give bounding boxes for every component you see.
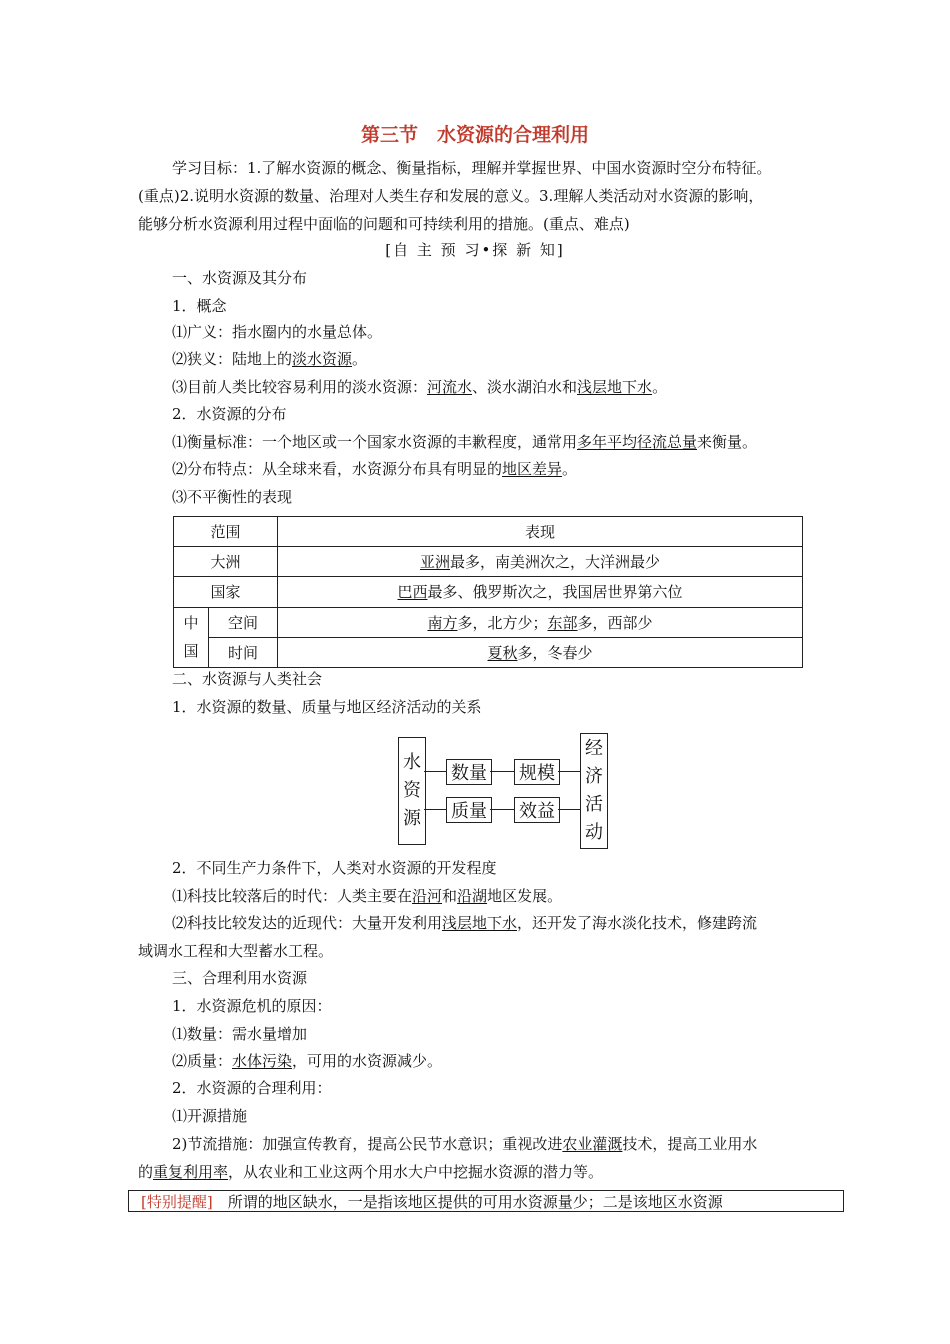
table-row-country-value: 巴西最多、俄罗斯次之，我国居世界第六位 [278, 577, 803, 607]
s3-item-2b: 2)节流措施：加强宣传教育，提高公民节水意识；重视改进农业灌溉技术，提高工业用水 [172, 1135, 758, 1153]
diagram-connector [558, 771, 580, 772]
diagram-connector [490, 771, 514, 772]
s2-item-2b-cont: 域调水工程和大型蓄水工程。 [138, 942, 334, 960]
table-row-continent-value: 亚洲最多，南美洲次之，大洋洲最少 [278, 547, 803, 577]
s2-item-2: 2．不同生产力条件下，人类对水资源的开发程度 [172, 859, 497, 877]
table-row-time-label: 时间 [209, 637, 278, 667]
diagram-benefit: 效益 [514, 797, 560, 823]
diagram-quality: 质量 [446, 797, 492, 823]
s3-item-2: 2．水资源的合理利用： [172, 1079, 332, 1097]
s3-item-2a: ⑴开源措施 [172, 1107, 248, 1125]
s1-item-1: 1．概念 [172, 297, 227, 315]
s1-item-1a: ⑴广义：指水圈内的水量总体。 [172, 323, 383, 341]
s1-item-1b: ⑵狭义：陆地上的淡水资源。 [172, 350, 368, 368]
objectives-line-1: 学习目标：1.了解水资源的概念、衡量指标，理解并掌握世界、中国水资源时空分布特征。 [172, 159, 772, 177]
page-title: 第三节 水资源的合理利用 [360, 124, 589, 146]
s3-item-2b-cont: 的重复利用率，从农业和工业这两个用水大户中挖掘水资源的潜力等。 [138, 1163, 604, 1181]
special-reminder-tag: [特别提醒] [141, 1193, 213, 1211]
diagram-economic-activity: 经 济 活 动 [580, 733, 608, 849]
diagram-connector [424, 771, 446, 772]
objectives-line-2: (重点)2.说明水资源的数量、治理对人类生存和发展的意义。3.理解人类活动对水资源的影响， [138, 187, 764, 205]
table-header-range: 范围 [174, 517, 278, 547]
s3-item-1b: ⑵质量：水体污染，可用的水资源减少。 [172, 1052, 443, 1070]
s3-item-1: 1．水资源危机的原因： [172, 997, 332, 1015]
table-row-space-label: 空间 [209, 607, 278, 637]
section-3-heading: 三、合理利用水资源 [172, 969, 308, 987]
s1-item-1c: ⑶目前人类比较容易利用的淡水资源：河流水、淡水湖泊水和浅层地下水。 [172, 378, 668, 396]
special-reminder-text: 所谓的地区缺水，一是指该地区提供的可用水资源量少；二是该地区水资源 [212, 1193, 723, 1211]
section-banner: [自 主 预 习•探 新 知] [385, 241, 565, 259]
table-china-label: 中 国 [174, 607, 209, 667]
s2-item-2b: ⑵科技比较发达的近现代：大量开发利用浅层地下水，还开发了海水淡化技术，修建跨流 [172, 914, 758, 932]
table-row-country-label: 国家 [174, 577, 278, 607]
diagram-connector [558, 809, 580, 810]
diagram-scale: 规模 [514, 759, 560, 785]
diagram-quantity: 数量 [446, 759, 492, 785]
diagram-connector [490, 809, 514, 810]
table-row-time-value: 夏秋多，冬春少 [278, 637, 803, 667]
table-row-continent-label: 大洲 [174, 547, 278, 577]
s3-item-1a: ⑴数量：需水量增加 [172, 1025, 308, 1043]
table-row-space-value: 南方多，北方少；东部多，西部少 [278, 607, 803, 637]
section-1-heading: 一、水资源及其分布 [172, 269, 308, 287]
table-header-show: 表现 [278, 517, 803, 547]
s2-item-1: 1．水资源的数量、质量与地区经济活动的关系 [172, 698, 482, 716]
s1-item-2: 2．水资源的分布 [172, 405, 287, 423]
s2-item-2a: ⑴科技比较落后的时代：人类主要在沿河和沿湖地区发展。 [172, 887, 563, 905]
diagram-water-resource: 水 资 源 [398, 737, 426, 845]
s1-item-2c: ⑶不平衡性的表现 [172, 488, 293, 506]
diagram-connector [424, 809, 446, 810]
distribution-table [173, 516, 803, 668]
s1-item-2b: ⑵分布特点：从全球来看，水资源分布具有明显的地区差异。 [172, 460, 578, 478]
s1-item-2a: ⑴衡量标准：一个地区或一个国家水资源的丰歉程度，通常用多年平均径流总量来衡量。 [172, 433, 758, 451]
special-reminder-box [128, 1190, 844, 1212]
section-2-heading: 二、水资源与人类社会 [172, 670, 323, 688]
objectives-line-3: 能够分析水资源利用过程中面临的问题和可持续利用的措施。(重点、难点) [138, 215, 630, 233]
